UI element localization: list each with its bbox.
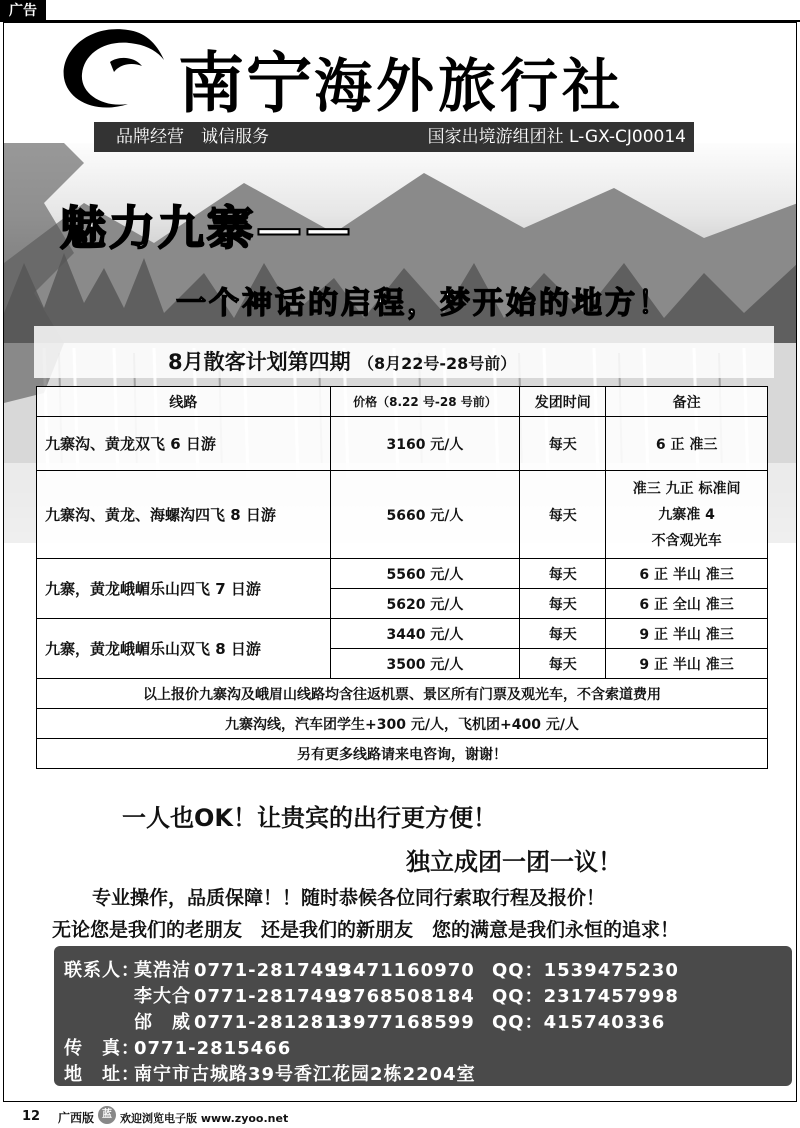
contact-panel <box>54 946 792 1086</box>
departure-cell: 每天 <box>520 417 606 471</box>
notes-cell: 9 正 半山 准三 <box>606 649 768 679</box>
company-name <box>178 30 624 125</box>
contact-name: 李大合 <box>134 986 191 1007</box>
address-label: 地 址： <box>64 1064 140 1085</box>
contact-phone: 0771-2812813 <box>194 1012 352 1033</box>
slogan-main: 魅力九寨—— <box>60 201 354 255</box>
footnote-included: 以上报价九寨沟及峨眉山线路均含往返机票、景区所有门票及观光车，不含索道费用 <box>37 679 768 709</box>
notes-cell: 6 正 准三 <box>606 417 768 471</box>
ad-label: 广告 <box>0 0 46 22</box>
promo-group: 独立成团一团一议！ <box>406 848 622 876</box>
route-cell: 九寨沟、黄龙双飞 6 日游 <box>37 417 331 471</box>
price-cell: 5560 元/人 <box>330 559 520 589</box>
contact-qq: QQ：1539475230 <box>492 960 679 981</box>
tagline-left: 品牌经营 诚信服务 <box>116 127 269 147</box>
departure-cell: 每天 <box>520 649 606 679</box>
company-name-part1: 南宁 <box>178 45 314 122</box>
table-row <box>37 619 768 649</box>
departure-cell: 每天 <box>520 559 606 589</box>
notes-cell: 6 正 全山 准三 <box>606 589 768 619</box>
slogan-sub: 一个神话的启程，梦开始的地方！ <box>176 286 671 321</box>
tagline-bar <box>94 122 694 152</box>
price-cell: 3440 元/人 <box>330 619 520 649</box>
company-name-part2: 海外旅行社 <box>314 52 625 120</box>
contact-mobile: 13471160970 <box>326 960 475 981</box>
contact-mobile: 13768508184 <box>326 986 475 1007</box>
plan-period: （8月22号-28号前） <box>357 354 517 373</box>
footnote-more-routes: 另有更多线路请来电咨询，谢谢！ <box>37 739 768 769</box>
contact-mobile: 13977168599 <box>326 1012 475 1033</box>
contact-name: 莫浩洁 <box>134 960 191 981</box>
price-cell: 5620 元/人 <box>330 589 520 619</box>
note-line: 准三 九正 标准间 <box>632 480 741 497</box>
table-footnote-row <box>37 709 768 739</box>
promo-friends: 无论您是我们的老朋友 还是我们的新朋友 您的满意是我们永恒的追求！ <box>52 919 680 941</box>
plan-title-text: 8月散客计划第四期 <box>168 350 351 374</box>
website-link[interactable]: 欢迎浏览电子版 www.zyoo.net <box>120 1112 289 1125</box>
route-cell: 九寨沟、黄龙、海螺沟四飞 8 日游 <box>37 471 331 559</box>
swirl-logo-icon <box>58 22 168 112</box>
contact-label: 联系人： <box>64 960 140 981</box>
price-cell: 3500 元/人 <box>330 649 520 679</box>
contact-row <box>64 982 679 1008</box>
note-line: 九寨准 4 <box>658 506 715 523</box>
table-footnote-row <box>37 679 768 709</box>
contact-qq: QQ：2317457998 <box>492 986 679 1007</box>
routes-table <box>36 386 768 769</box>
contact-name: 邰 威 <box>134 1012 191 1033</box>
departure-cell: 每天 <box>520 619 606 649</box>
contact-phone: 0771-2817499 <box>194 986 352 1007</box>
table-row <box>37 471 768 559</box>
table-row <box>37 559 768 589</box>
table-row <box>37 417 768 471</box>
departure-cell: 每天 <box>520 589 606 619</box>
address-row <box>64 1060 476 1086</box>
page-number: 12 <box>22 1109 41 1124</box>
header-departure: 发团时间 <box>520 387 606 417</box>
contact-row <box>64 956 679 982</box>
table-header-row <box>37 387 768 417</box>
fax-number: 0771-2815466 <box>134 1038 292 1059</box>
fax-row <box>64 1034 291 1060</box>
price-cell: 3160 元/人 <box>330 417 520 471</box>
fax-label: 传 真： <box>64 1038 140 1059</box>
edition-label: 广西版 <box>58 1111 95 1125</box>
promo-ok: 一人也OK！让贵宾的出行更方便！ <box>122 804 497 832</box>
edition-seal-icon: 蓝 <box>98 1106 116 1124</box>
table-footnote-row <box>37 739 768 769</box>
page-footer <box>0 1104 800 1128</box>
plan-title <box>168 346 516 376</box>
route-cell: 九寨，黄龙峨嵋乐山双飞 8 日游 <box>37 619 331 679</box>
promo-professional: 专业操作，品质保障！！随时恭候各位同行索取行程及报价！ <box>92 887 606 909</box>
notes-cell: 6 正 半山 准三 <box>606 559 768 589</box>
note-line: 不含观光车 <box>651 532 722 549</box>
notes-cell <box>606 471 768 559</box>
address-text: 南宁市古城路39号香江花园2栋2204室 <box>134 1064 476 1085</box>
price-cell: 5660 元/人 <box>330 471 520 559</box>
header-price: 价格（8.22 号-28 号前） <box>330 387 520 417</box>
notes-cell: 9 正 半山 准三 <box>606 619 768 649</box>
contact-row <box>64 1008 665 1034</box>
tagline-right: 国家出境游组团社 L-GX-CJ00014 <box>427 127 686 147</box>
contact-phone: 0771-2817499 <box>194 960 352 981</box>
header-notes: 备注 <box>606 387 768 417</box>
route-cell: 九寨，黄龙峨嵋乐山四飞 7 日游 <box>37 559 331 619</box>
departure-cell: 每天 <box>520 471 606 559</box>
contact-qq: QQ：415740336 <box>492 1012 666 1033</box>
footnote-surcharge: 九寨沟线，汽车团学生+300 元/人，飞机团+400 元/人 <box>37 709 768 739</box>
header-route: 线路 <box>37 387 331 417</box>
